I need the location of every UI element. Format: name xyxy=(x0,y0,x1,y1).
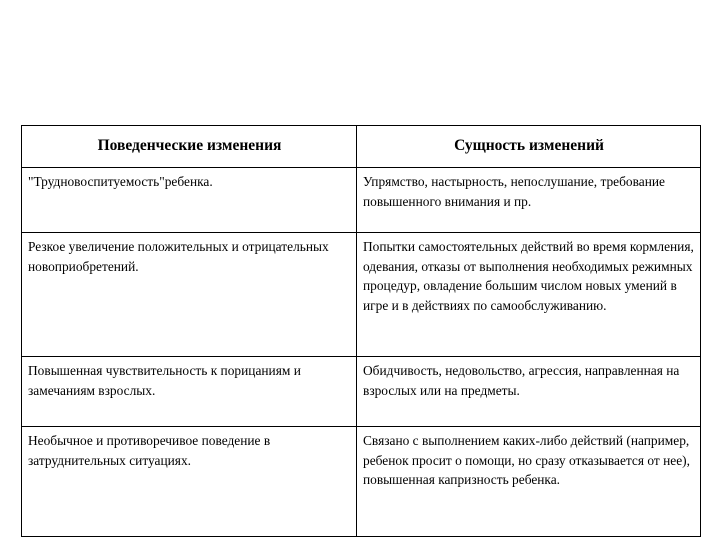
table-row xyxy=(22,357,701,427)
essence-cell: Связано с выполнением каких-либо действий (например, ребенок просит о помощи, но сразу отказывается от нее), повышенная капризность ребенка. xyxy=(357,427,701,537)
table-row xyxy=(22,427,701,537)
behavior-cell: Необычное и противоречивое поведение в затруднительных ситуациях. xyxy=(22,427,357,537)
behavior-cell: Резкое увеличение положительных и отрицательных новоприобретений. xyxy=(22,233,357,357)
behavior-cell: Повышенная чувствительность к порицаниям и замечаниям взрослых. xyxy=(22,357,357,427)
essence-cell: Попытки самостоятельных действий во время кормления, одевания, отказы от выполнения необходимых режимных процедур, овладение большим числом новых умений в игре и в действиях по самообслуживанию. xyxy=(357,233,701,357)
behavior-changes-table xyxy=(21,125,701,537)
table-row xyxy=(22,233,701,357)
header-behavior-changes: Поведенческие изменения xyxy=(22,126,357,168)
header-essence-of-changes: Сущность изменений xyxy=(357,126,701,168)
essence-cell: Обидчивость, недовольство, агрессия, направленная на взрослых или на предметы. xyxy=(357,357,701,427)
table-row xyxy=(22,168,701,233)
essence-cell: Упрямство, настырность, непослушание, требование повышенного внимания и пр. xyxy=(357,168,701,233)
behavior-cell: "Трудновоспитуемость"ребенка. xyxy=(22,168,357,233)
table-header-row xyxy=(22,126,701,168)
